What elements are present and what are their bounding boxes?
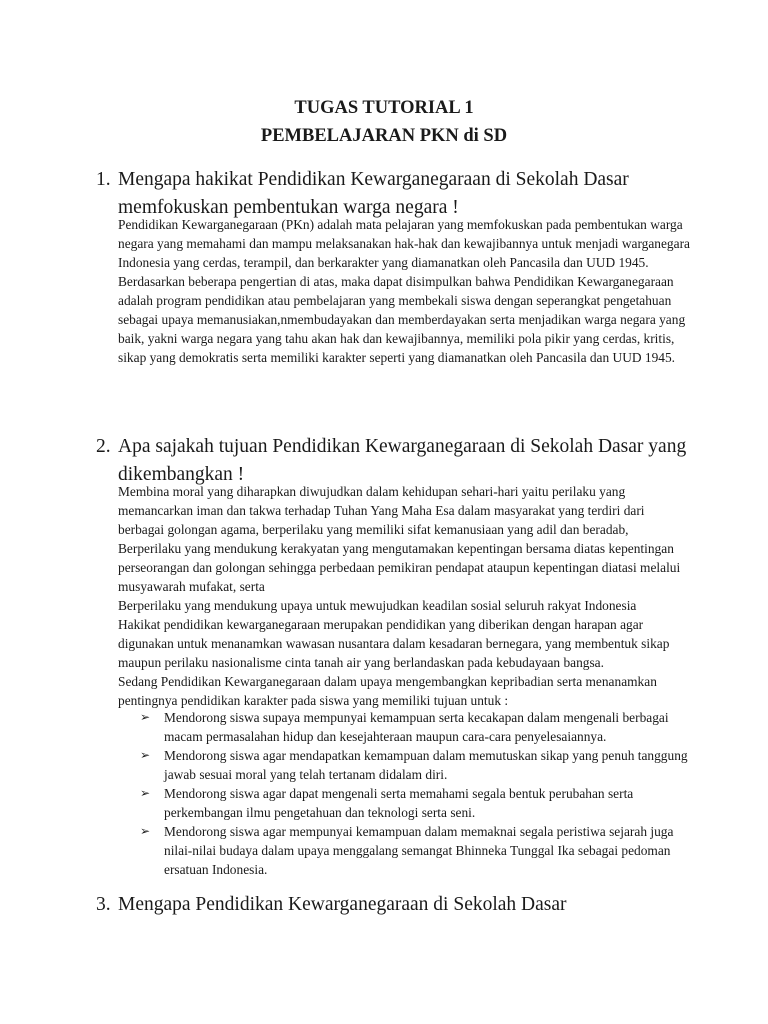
list-item (140, 746, 695, 784)
arrow-bullet-icon: ➢ (140, 824, 151, 838)
answer-paragraph: Pendidikan Kewarganegaraan (PKn) adalah mata pelajaran yang memfokuskan pada pembentukan warga negara yang memahami dan mampu melaksanakan hak-hak dan kewajibannya untuk menjadi warganegara Indonesia yang cerdas, terampil, dan berkarakter yang diamanatkan oleh Pancasila dan UUD 1945. (118, 217, 690, 270)
question-text: Mengapa Pendidikan Kewarganegaraan di Sekolah Dasar (118, 894, 567, 915)
answer-paragraph: Berdasarkan beberapa pengertian di atas, maka dapat disimpulkan bahwa Pendidikan Kewarganegaraan adalah program pendidikan atau pembelajaran yang membekali siswa dengan seperangkat pengetahuan sebagai upaya memanusiakan,nmembudayakan dan memberdayakan serta menjadikan warga negara yang baik, yakni warga negara yang tahu akan hak dan kewajibannya, memiliki pola pikir yang cerdas, kritis, sikap yang demokratis serta memiliki karakter seperti yang diamanatkan oleh Pancasila dan UUD 1945. (118, 274, 686, 365)
answer-1 (118, 215, 690, 367)
question-text: Mengapa hakikat Pendidikan Kewarganegaraan di Sekolah Dasar memfokuskan pembentukan warga negara ! (118, 169, 629, 218)
answer-paragraph: Sedang Pendidikan Kewarganegaraan dalam upaya mengembangkan kepribadian serta menanamkan pentingnya pendidikan karakter pada siswa yang memiliki tujuan untuk : (118, 674, 657, 708)
question-text: Apa sajakah tujuan Pendidikan Kewarganegaraan di Sekolah Dasar yang dikembangkan ! (118, 436, 687, 485)
list-item-text: Mendorong siswa agar mendapatkan kemampuan dalam memutuskan sikap yang penuh tanggung jawab sesuai moral yang telah tertanam didalam diri. (164, 748, 688, 782)
answer-paragraph: Membina moral yang diharapkan diwujudkan dalam kehidupan sehari-hari yaitu perilaku yang memancarkan iman dan takwa terhadap Tuhan Yang Maha Esa dalam masyarakat yang terdiri dari berbagai golongan agama, berperilaku yang memiliki sifat kemanusiaan yang adil dan beradab, (118, 484, 645, 537)
arrow-bullet-icon: ➢ (140, 786, 151, 800)
document-subtitle: PEMBELAJARAN PKN di SD (260, 126, 508, 146)
list-item-text: Mendorong siswa agar dapat mengenali serta memahami segala bentuk perubahan serta perkembangan ilmu pengetahuan dan teknologi serta seni. (164, 786, 634, 820)
answer-2 (118, 482, 690, 710)
answer-paragraph: Hakikat pendidikan kewarganegaraan merupakan pendidikan yang diberikan dengan harapan agar digunakan untuk menanamkan wawasan nusantara dalam kesadaran bernegara, yang membentuk sikap maupun perilaku nasionalisme cinta tanah air yang berlandaskan pada kebudayaan bangsa. (118, 617, 670, 670)
question-number: 1. (96, 169, 111, 190)
document-title: TUGAS TUTORIAL 1 (294, 98, 474, 118)
answer-paragraph: Berperilaku yang mendukung upaya untuk mewujudkan keadilan sosial seluruh rakyat Indonesia (118, 598, 637, 613)
list-item (140, 822, 695, 879)
list-item-text: Mendorong siswa supaya mempunyai kemampuan serta kecakapan dalam mengenali berbagai macam permasalahan hidup dan kesejahteraan maupun cara-cara penyelesaiannya. (164, 710, 669, 744)
arrow-bullet-icon: ➢ (140, 710, 151, 724)
list-item (140, 784, 695, 822)
list-item-text: Mendorong siswa agar mempunyai kemampuan dalam memaknai segala peristiwa sejarah juga nilai-nilai budaya dalam upaya menggalang semangat Bhinneka Tunggal Ika sebagai pedoman ersatuan Indonesia. (164, 824, 674, 877)
arrow-bullet-icon: ➢ (140, 748, 151, 762)
list-item (140, 708, 695, 746)
objectives-list (140, 708, 695, 879)
answer-paragraph: Berperilaku yang mendukung kerakyatan yang mengutamakan kepentingan bersama diatas kepentingan perseorangan dan golongan sehingga perbedaan pemikiran pendapat ataupun kepentingan diatasi melalui musyawarah mufakat, serta (118, 541, 681, 594)
question-number: 2. (96, 436, 111, 457)
question-number: 3. (96, 894, 111, 915)
